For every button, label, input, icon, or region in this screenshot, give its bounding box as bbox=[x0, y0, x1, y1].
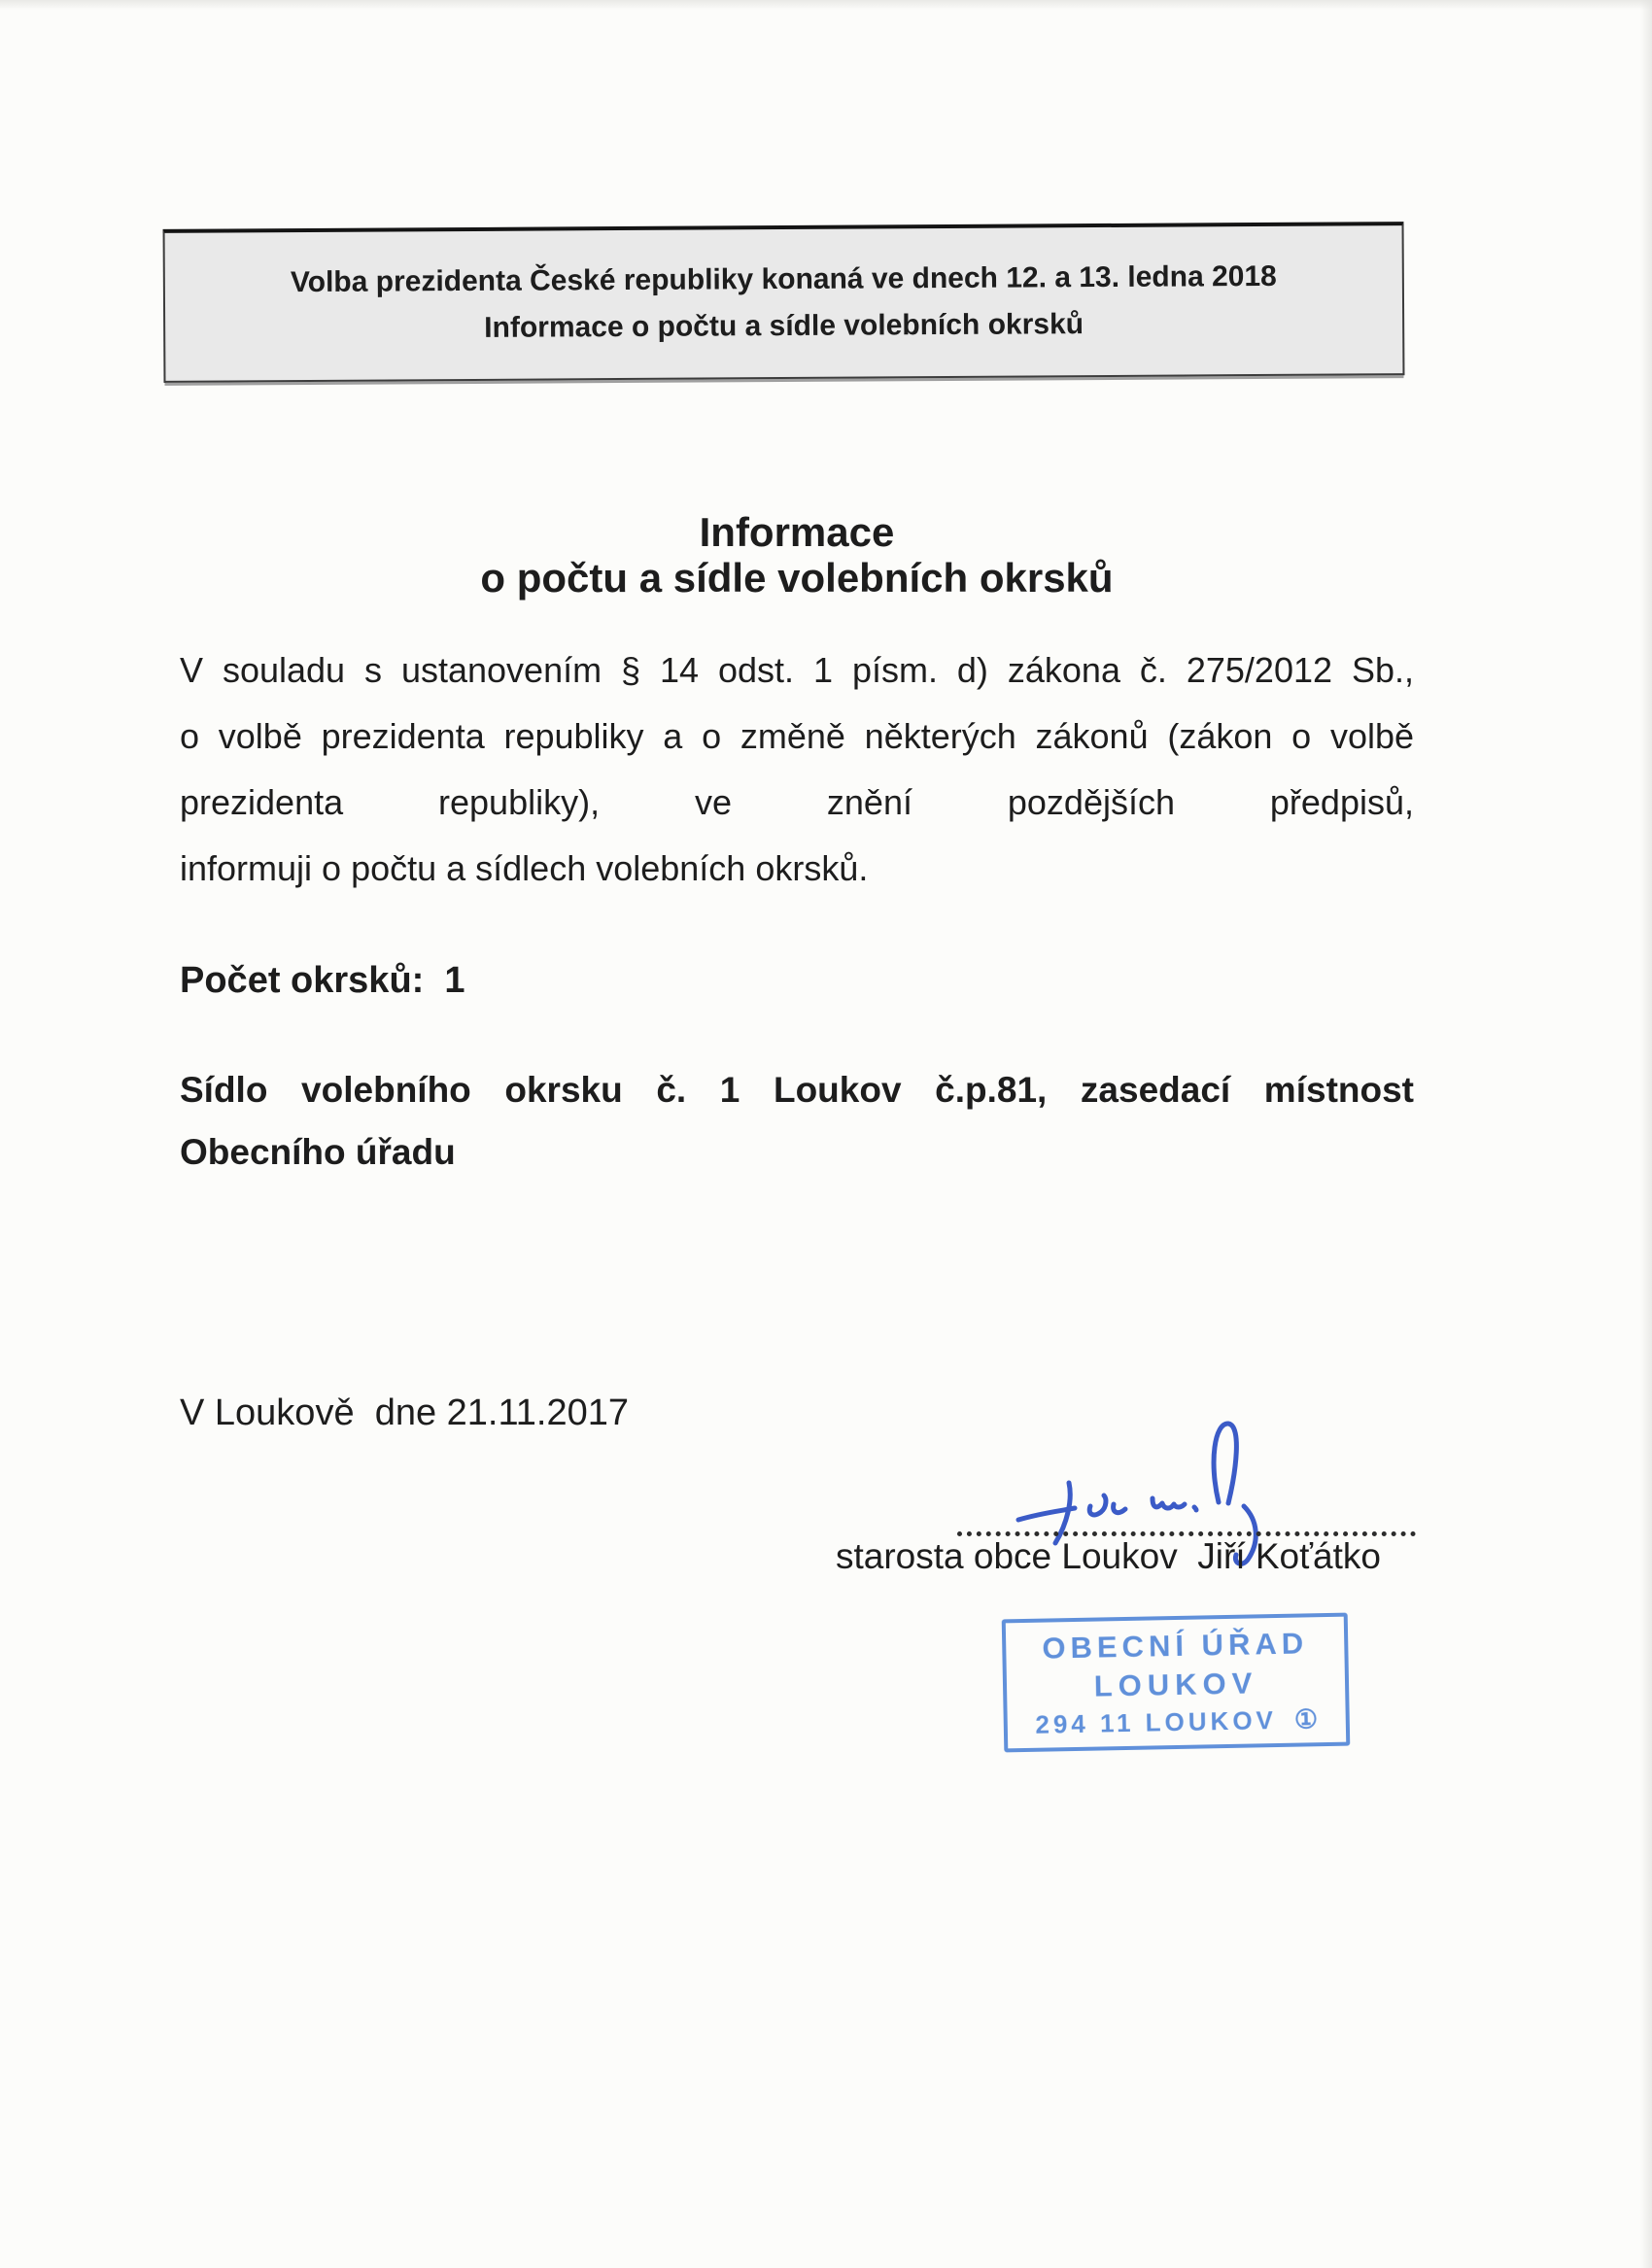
header-box-line2: Informace o počtu a sídle volebních okrsků bbox=[484, 308, 1084, 344]
official-stamp bbox=[1002, 1613, 1351, 1753]
district-seat-block bbox=[180, 1059, 1414, 1184]
document-title-line2: o počtu a sídle volebních okrsků bbox=[480, 555, 1114, 601]
document-title-line1: Informace bbox=[699, 509, 895, 555]
document-title bbox=[180, 509, 1414, 601]
stamp-office-name: OBECNÍ ÚŘAD bbox=[1042, 1625, 1309, 1666]
district-count-line: Počet okrsků: 1 bbox=[180, 960, 465, 1001]
header-box-line1: Volba prezidenta České republiky konaná ve dnech 12. a 13. ledna 2018 bbox=[290, 259, 1277, 299]
header-box bbox=[163, 222, 1405, 383]
paragraph-line: V souladu s ustanovením § 14 odst. 1 písm. d) zákona č. 275/2012 Sb., bbox=[180, 650, 1414, 690]
district-seat-line2: Obecního úřadu bbox=[180, 1132, 456, 1172]
paragraph-line: prezidenta republiky), ve znění pozdějších předpisů, bbox=[180, 782, 1414, 822]
stamp-number-badge: ① bbox=[1293, 1703, 1319, 1735]
stamp-postal-text: 294 11 LOUKOV bbox=[1035, 1704, 1278, 1739]
place-date-line: V Loukově dne 21.11.2017 bbox=[180, 1392, 630, 1433]
stamp-postal-line bbox=[1035, 1704, 1318, 1740]
paragraph-line: informuji o počtu a sídlech volebních okrsků. bbox=[180, 848, 869, 888]
signer-title-name: starosta obce Loukov Jiří Koťátko bbox=[836, 1536, 1381, 1576]
district-seat-line1: Sídlo volebního okrsku č. 1 Loukov č.p.81, zasedací místnost bbox=[180, 1070, 1414, 1110]
paragraph-line: o volbě prezidenta republiky a o změně některých zákonů (zákon o volbě bbox=[180, 716, 1414, 756]
stamp-town-name: LOUKOV bbox=[1093, 1666, 1258, 1703]
legal-paragraph bbox=[180, 637, 1414, 902]
